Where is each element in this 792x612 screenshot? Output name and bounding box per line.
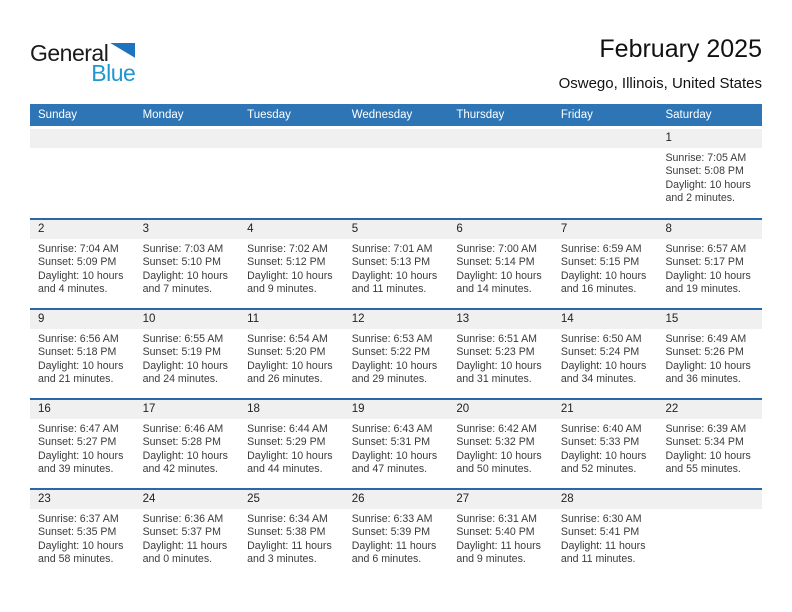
day-detail-line: Daylight: 10 hours — [142, 359, 228, 372]
day-detail-line: and 39 minutes. — [38, 463, 114, 476]
day-cell — [30, 400, 135, 488]
day-detail-line: Sunrise: 6:30 AM — [560, 513, 642, 525]
day-details — [448, 329, 553, 387]
day-detail-line: Sunset: 5:31 PM — [351, 436, 431, 449]
day-details — [553, 419, 658, 477]
day-number: 19 — [344, 400, 449, 419]
logo-triangle-icon — [110, 43, 135, 58]
day-cell — [448, 400, 553, 488]
day-detail-line: Daylight: 10 hours — [142, 269, 228, 282]
day-details — [448, 239, 553, 297]
day-details — [239, 329, 344, 387]
day-detail-line: Sunrise: 6:33 AM — [351, 513, 433, 525]
day-cell — [239, 310, 344, 398]
day-detail-line: Daylight: 10 hours — [456, 359, 542, 372]
empty-day-cell — [135, 129, 240, 218]
day-detail-line: Sunset: 5:34 PM — [665, 436, 744, 449]
day-details — [553, 329, 658, 387]
logo-text-blue: Blue — [91, 60, 136, 86]
day-detail-line: Sunset: 5:08 PM — [665, 165, 744, 178]
day-detail-line: and 3 minutes. — [247, 553, 317, 566]
day-number: 23 — [30, 490, 135, 509]
day-detail-line: Daylight: 10 hours — [560, 269, 647, 282]
day-cell — [30, 220, 135, 308]
day-detail-line: Sunrise: 6:42 AM — [456, 423, 537, 435]
day-details — [135, 239, 240, 297]
day-number: 18 — [239, 400, 344, 419]
day-detail-line: Sunrise: 6:39 AM — [665, 423, 747, 435]
day-detail-line: and 16 minutes. — [560, 283, 637, 296]
day-detail-line: Sunset: 5:20 PM — [247, 346, 326, 359]
day-number — [239, 129, 344, 148]
calendar-grid — [30, 126, 762, 578]
day-detail-line: Sunrise: 6:56 AM — [38, 333, 119, 345]
day-number: 4 — [239, 220, 344, 239]
day-detail-line: and 11 minutes. — [560, 553, 636, 566]
day-detail-line: and 24 minutes. — [142, 373, 218, 386]
day-detail-line: Daylight: 10 hours — [351, 449, 438, 462]
day-detail-line: Sunset: 5:24 PM — [560, 346, 640, 359]
day-cell — [657, 129, 762, 218]
day-details — [135, 419, 240, 477]
day-cell — [344, 310, 449, 398]
empty-day-cell — [553, 129, 658, 218]
day-detail-line: and 7 minutes. — [142, 283, 213, 296]
day-cell — [344, 490, 449, 578]
day-number: 14 — [553, 310, 658, 329]
day-cell — [239, 220, 344, 308]
day-details — [344, 509, 449, 567]
day-number: 1 — [657, 129, 762, 148]
weekday-header-row — [30, 104, 762, 126]
day-detail-line: Sunrise: 6:53 AM — [351, 333, 433, 345]
day-detail-line: Sunset: 5:40 PM — [456, 526, 535, 539]
day-number: 11 — [239, 310, 344, 329]
day-detail-line: Daylight: 10 hours — [456, 449, 542, 462]
day-number — [30, 129, 135, 148]
day-details — [448, 419, 553, 477]
day-detail-line: Sunrise: 6:37 AM — [38, 513, 119, 525]
day-number: 12 — [344, 310, 449, 329]
day-number: 7 — [553, 220, 658, 239]
day-details — [30, 329, 135, 387]
day-cell — [30, 310, 135, 398]
day-detail-line: Sunrise: 6:49 AM — [665, 333, 747, 345]
day-detail-line: Daylight: 11 hours — [142, 539, 228, 552]
day-detail-line: and 52 minutes. — [560, 463, 637, 476]
day-number: 16 — [30, 400, 135, 419]
day-detail-line: Daylight: 11 hours — [560, 539, 646, 552]
day-detail-line: Daylight: 10 hours — [665, 359, 751, 372]
day-number: 2 — [30, 220, 135, 239]
day-number: 27 — [448, 490, 553, 509]
empty-day-cell — [30, 129, 135, 218]
day-detail-line: Daylight: 11 hours — [351, 539, 437, 552]
day-detail-line: Sunset: 5:15 PM — [560, 256, 640, 269]
day-detail-line: Sunrise: 6:36 AM — [142, 513, 224, 525]
weekday-label-saturday: Saturday — [665, 109, 712, 121]
day-details — [30, 509, 135, 567]
day-detail-line: Sunrise: 6:57 AM — [665, 243, 747, 255]
day-detail-line: and 34 minutes. — [560, 373, 637, 386]
day-detail-line: and 47 minutes. — [351, 463, 428, 476]
day-details — [239, 239, 344, 297]
day-detail-line: and 42 minutes. — [142, 463, 218, 476]
day-detail-line: Sunset: 5:32 PM — [456, 436, 535, 449]
day-cell — [239, 490, 344, 578]
day-cell — [553, 220, 658, 308]
day-detail-line: Sunset: 5:28 PM — [142, 436, 221, 449]
day-detail-line: Daylight: 10 hours — [560, 359, 647, 372]
day-detail-line: and 9 minutes. — [247, 283, 317, 296]
day-number: 5 — [344, 220, 449, 239]
weekday-label-tuesday: Tuesday — [247, 109, 291, 121]
day-detail-line: and 9 minutes. — [456, 553, 526, 566]
day-cell — [135, 310, 240, 398]
day-cell — [657, 310, 762, 398]
day-cell — [135, 400, 240, 488]
day-detail-line: Sunset: 5:26 PM — [665, 346, 744, 359]
day-detail-line: Daylight: 10 hours — [351, 269, 438, 282]
day-detail-line: Daylight: 10 hours — [665, 449, 751, 462]
day-cell — [553, 400, 658, 488]
day-number: 9 — [30, 310, 135, 329]
day-number — [344, 129, 449, 148]
week-row — [30, 488, 762, 578]
day-number: 20 — [448, 400, 553, 419]
day-details — [657, 148, 762, 206]
day-details — [657, 419, 762, 477]
day-detail-line: Daylight: 10 hours — [38, 269, 124, 282]
day-detail-line: Sunset: 5:13 PM — [351, 256, 431, 269]
day-number — [448, 129, 553, 148]
day-cell — [657, 220, 762, 308]
day-cell — [239, 400, 344, 488]
day-detail-line: Sunrise: 6:47 AM — [38, 423, 119, 435]
day-detail-line: and 50 minutes. — [456, 463, 532, 476]
day-detail-line: Daylight: 10 hours — [665, 269, 751, 282]
day-detail-line: Sunrise: 6:31 AM — [456, 513, 537, 525]
week-row — [30, 308, 762, 398]
day-detail-line: and 2 minutes. — [665, 192, 735, 205]
page-title: February 2025 — [599, 35, 762, 63]
day-number: 22 — [657, 400, 762, 419]
day-cell — [30, 490, 135, 578]
day-detail-line: Daylight: 10 hours — [456, 269, 542, 282]
day-details — [553, 509, 658, 567]
day-cell — [553, 310, 658, 398]
day-detail-line: Sunset: 5:35 PM — [38, 526, 117, 539]
general-blue-logo — [30, 34, 135, 87]
day-number: 13 — [448, 310, 553, 329]
day-detail-line: Sunrise: 6:55 AM — [142, 333, 224, 345]
day-detail-line: and 4 minutes. — [38, 283, 108, 296]
weekday-label-sunday: Sunday — [38, 109, 78, 121]
day-details — [30, 419, 135, 477]
page-header — [30, 34, 762, 92]
day-number: 17 — [135, 400, 240, 419]
week-row — [30, 129, 762, 218]
day-detail-line: Daylight: 10 hours — [142, 449, 228, 462]
day-detail-line: Sunset: 5:18 PM — [38, 346, 117, 359]
day-detail-line: Daylight: 10 hours — [247, 359, 333, 372]
day-details — [239, 509, 344, 567]
day-detail-line: Sunrise: 7:02 AM — [247, 243, 328, 255]
day-detail-line: Sunset: 5:23 PM — [456, 346, 535, 359]
day-detail-line: and 19 minutes. — [665, 283, 741, 296]
day-detail-line: and 14 minutes. — [456, 283, 532, 296]
day-cell — [448, 310, 553, 398]
day-detail-line: Sunset: 5:22 PM — [351, 346, 431, 359]
weekday-label-thursday: Thursday — [456, 109, 505, 121]
day-detail-line: and 29 minutes. — [351, 373, 428, 386]
day-detail-line: Sunrise: 6:51 AM — [456, 333, 537, 345]
day-number: 26 — [344, 490, 449, 509]
day-cell — [553, 490, 658, 578]
day-detail-line: Sunset: 5:33 PM — [560, 436, 640, 449]
week-row — [30, 218, 762, 308]
empty-day-cell — [344, 129, 449, 218]
day-detail-line: Sunrise: 7:05 AM — [665, 152, 747, 164]
day-cell — [135, 220, 240, 308]
day-detail-line: Sunset: 5:39 PM — [351, 526, 431, 539]
day-cell — [448, 490, 553, 578]
day-details — [30, 239, 135, 297]
day-detail-line: and 55 minutes. — [665, 463, 741, 476]
day-detail-line: Sunset: 5:38 PM — [247, 526, 326, 539]
day-details — [344, 329, 449, 387]
day-cell — [135, 490, 240, 578]
day-detail-line: Sunrise: 7:00 AM — [456, 243, 537, 255]
day-detail-line: Sunrise: 7:04 AM — [38, 243, 119, 255]
day-detail-line: Sunset: 5:37 PM — [142, 526, 221, 539]
day-details — [657, 329, 762, 387]
day-number: 10 — [135, 310, 240, 329]
empty-day-cell — [657, 490, 762, 578]
day-detail-line: Sunrise: 6:40 AM — [560, 423, 642, 435]
day-detail-line: and 21 minutes. — [38, 373, 114, 386]
weekday-label-friday: Friday — [560, 109, 593, 121]
day-detail-line: Daylight: 10 hours — [560, 449, 647, 462]
day-number: 8 — [657, 220, 762, 239]
day-detail-line: and 36 minutes. — [665, 373, 741, 386]
day-number: 3 — [135, 220, 240, 239]
title-block — [559, 34, 762, 92]
day-detail-line: Sunrise: 6:34 AM — [247, 513, 328, 525]
day-detail-line: Daylight: 10 hours — [247, 269, 333, 282]
day-detail-line: and 6 minutes. — [351, 553, 422, 566]
day-detail-line: Daylight: 10 hours — [247, 449, 333, 462]
day-detail-line: Daylight: 10 hours — [38, 539, 124, 552]
day-detail-line: Sunrise: 6:44 AM — [247, 423, 328, 435]
weekday-label-monday: Monday — [142, 109, 184, 121]
day-number — [135, 129, 240, 148]
day-number — [553, 129, 658, 148]
day-number: 24 — [135, 490, 240, 509]
day-detail-line: and 0 minutes. — [142, 553, 213, 566]
day-detail-line: and 58 minutes. — [38, 553, 114, 566]
day-detail-line: and 44 minutes. — [247, 463, 323, 476]
day-number: 25 — [239, 490, 344, 509]
week-row — [30, 398, 762, 488]
day-detail-line: Sunset: 5:12 PM — [247, 256, 326, 269]
day-detail-line: Sunset: 5:41 PM — [560, 526, 640, 539]
day-number — [657, 490, 762, 509]
day-detail-line: Sunrise: 7:03 AM — [142, 243, 224, 255]
day-detail-line: Daylight: 10 hours — [351, 359, 438, 372]
day-detail-line: Sunset: 5:10 PM — [142, 256, 221, 269]
day-number: 21 — [553, 400, 658, 419]
day-number: 6 — [448, 220, 553, 239]
day-detail-line: Sunrise: 6:59 AM — [560, 243, 642, 255]
day-detail-line: Daylight: 11 hours — [247, 539, 332, 552]
day-detail-line: Sunrise: 6:46 AM — [142, 423, 224, 435]
day-details — [135, 509, 240, 567]
day-cell — [657, 400, 762, 488]
empty-day-cell — [239, 129, 344, 218]
day-number: 15 — [657, 310, 762, 329]
day-details — [553, 239, 658, 297]
day-detail-line: Daylight: 10 hours — [665, 178, 751, 191]
day-cell — [344, 400, 449, 488]
day-detail-line: and 11 minutes. — [351, 283, 427, 296]
day-detail-line: Sunrise: 6:54 AM — [247, 333, 328, 345]
day-details — [135, 329, 240, 387]
day-detail-line: Sunset: 5:29 PM — [247, 436, 326, 449]
day-details — [448, 509, 553, 567]
day-detail-line: Daylight: 11 hours — [456, 539, 541, 552]
page-subtitle: Oswego, Illinois, United States — [558, 75, 762, 92]
day-cell — [448, 220, 553, 308]
day-detail-line: Daylight: 10 hours — [38, 359, 124, 372]
day-detail-line: Sunrise: 6:43 AM — [351, 423, 433, 435]
day-detail-line: Sunrise: 6:50 AM — [560, 333, 642, 345]
day-details — [344, 239, 449, 297]
day-details — [657, 239, 762, 297]
day-detail-line: Sunset: 5:17 PM — [665, 256, 744, 269]
day-detail-line: Daylight: 10 hours — [38, 449, 124, 462]
day-detail-line: and 31 minutes. — [456, 373, 532, 386]
day-detail-line: and 26 minutes. — [247, 373, 323, 386]
day-detail-line: Sunset: 5:09 PM — [38, 256, 117, 269]
weekday-label-wednesday: Wednesday — [351, 109, 413, 121]
day-detail-line: Sunrise: 7:01 AM — [351, 243, 433, 255]
day-details — [239, 419, 344, 477]
day-detail-line: Sunset: 5:27 PM — [38, 436, 117, 449]
day-detail-line: Sunset: 5:19 PM — [142, 346, 221, 359]
day-number: 28 — [553, 490, 658, 509]
empty-day-cell — [448, 129, 553, 218]
logo-text-general: General — [30, 40, 109, 66]
day-detail-line: Sunset: 5:14 PM — [456, 256, 535, 269]
day-cell — [344, 220, 449, 308]
day-details — [344, 419, 449, 477]
